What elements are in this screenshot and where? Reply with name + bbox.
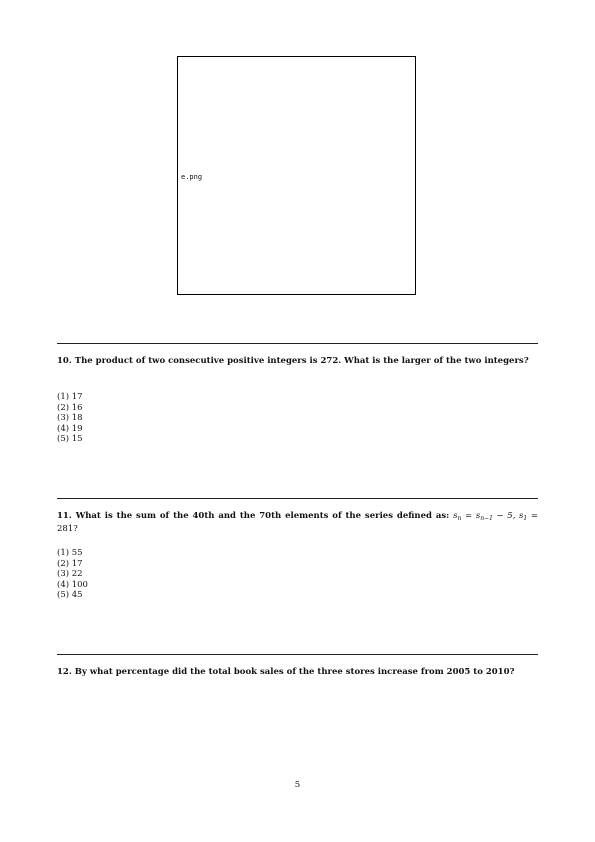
question-11-text: 11. What is the sum of the 40th and the 70th elements of the series defined as: $s_n = s_{n-1} - 5$, $s_1 = 281$? <box>57 511 538 534</box>
option: (5) 45 <box>57 590 83 600</box>
question-divider <box>57 654 538 655</box>
option: (2) 16 <box>57 402 83 413</box>
option: (4) 19 <box>57 423 83 434</box>
question-stem: The product of two consecutive positive integers is 272. What is the larger of the two integers? <box>74 356 529 366</box>
option: (3) 22 <box>57 569 83 579</box>
question-divider <box>57 498 538 499</box>
series-formula: $s_n = s_{n-1} - 5$, $s_1$ <box>453 511 528 522</box>
question-number: 12. <box>57 667 72 677</box>
option: (3) 18 <box>57 413 83 423</box>
question-11-options <box>57 548 257 601</box>
question-number: 11. <box>57 511 72 521</box>
figure-placeholder <box>177 56 416 295</box>
option: (5) 15 <box>57 434 83 444</box>
question-divider <box>57 343 538 344</box>
page-number: 5 <box>294 780 301 790</box>
question-number: 10. <box>57 356 72 366</box>
question-10-text <box>57 356 538 367</box>
question-stem: By what percentage did the total book sales of the three stores increase from 2005 to 2010? <box>74 667 515 677</box>
question-stem: What is the sum of the 40th and the 70th elements of the series defined as: <box>75 511 454 521</box>
question-10-options <box>57 392 257 445</box>
figure-filename: e.png <box>181 173 203 181</box>
option: (2) 17 <box>57 558 83 569</box>
question-12-text <box>57 667 538 678</box>
option: (4) 100 <box>57 579 88 590</box>
option: (1) 17 <box>57 392 83 402</box>
option: (1) 55 <box>57 548 83 558</box>
